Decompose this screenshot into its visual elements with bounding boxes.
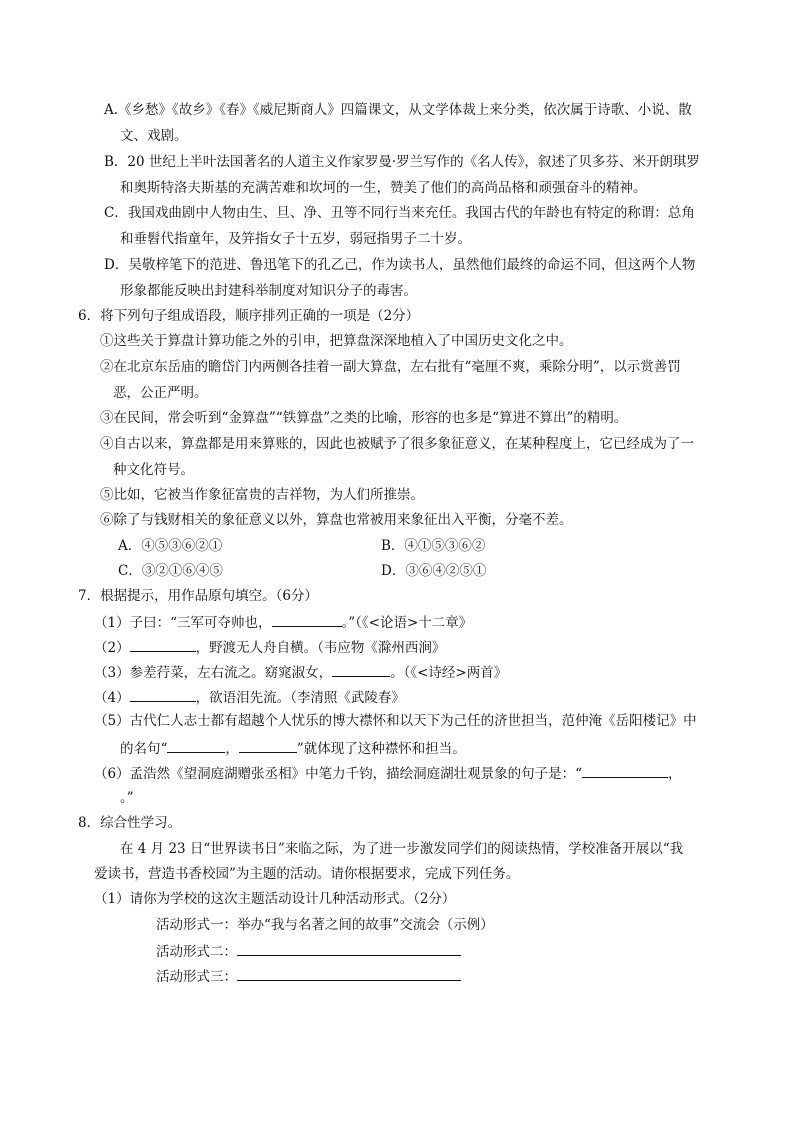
q6-option-b: B．④①⑤③⑥② [381, 538, 486, 554]
q7-item-1-suffix: 。”（《<论语>十二章》 [341, 615, 473, 631]
q8-paragraph-line2: 爱读书，营造书香校园”为主题的活动。请你根据要求，完成下列任务。 [94, 866, 520, 882]
q7-item-6-line1 [94, 763, 682, 783]
q7-item-3-suffix: 。（《<诗经>两首》 [390, 665, 508, 681]
q5-option-a-line2: 文、戏剧。 [120, 128, 188, 144]
q7-item-1-prefix: （1）子曰：“三军可夺帅也， [94, 615, 272, 631]
q5-option-c-line2: 和垂髫代指童年，及笄指女子十五岁，弱冠指男子二十岁。 [120, 231, 471, 247]
q7-item-2-prefix: （2） [94, 640, 130, 656]
q8-paragraph-line1: 在 4 月 23 日“世界读书日”来临之际，为了进一步激发同学们的阅读热情，学校准备开展以“我 [120, 841, 684, 857]
q7-item-6-line2: 。” [120, 790, 134, 806]
q7-item-3 [94, 662, 507, 682]
answer-blank[interactable] [167, 738, 225, 753]
q6-sentence-5: ⑤比如，它被当作象征富贵的吉祥物，为人们所推崇。 [100, 487, 424, 503]
q6-sentence-6: ⑥除了与钱财相关的象征意义以外，算盘也常被用来象征出入平衡，分毫不差。 [100, 512, 573, 528]
answer-blank[interactable] [237, 941, 461, 956]
q8-task-1: （1）请你为学校的这次主题活动设计几种活动形式。（2分） [94, 891, 456, 907]
answer-blank[interactable] [332, 662, 390, 677]
q8-activity-form-3 [156, 966, 461, 986]
q7-item-6-prefix: （6）孟浩然《望洞庭湖赠张丞相》中笔力千钧，描绘洞庭湖壮观景象的句子是：“ [94, 766, 582, 782]
q7-item-1 [94, 612, 472, 632]
answer-blank[interactable] [239, 738, 297, 753]
q5-option-b-line1: B．20 世纪上半叶法国著名的人道主义作家罗曼·罗兰写作的《名人传》，叙述了贝多芬、米开朗琪罗 [104, 154, 700, 170]
answer-blank[interactable] [130, 637, 196, 652]
q6-sentence-1: ①这些关于算盘计算功能之外的引申，把算盘深深地植入了中国历史文化之中。 [100, 333, 573, 349]
q8-activity-form-1: 活动形式一：举办“我与名著之间的故事”交流会（示例） [156, 917, 494, 933]
q7-item-3-prefix: （3）参差荇菜，左右流之。窈窕淑女， [94, 665, 333, 681]
q7-item-2 [94, 637, 445, 657]
q8-activity-form-3-label: 活动形式三： [156, 969, 237, 985]
q5-option-d-line2: 形象都能反映出封建科举制度对知识分子的毒害。 [120, 283, 417, 299]
q6-stem: 6．将下列句子组成语段，顺序排列正确的一项是（2分） [78, 308, 420, 324]
q7-item-2-suffix: ，野渡无人舟自横。（韦应物《滁州西涧》 [195, 640, 446, 656]
q7-item-5-comma: ， [225, 741, 239, 757]
q6-sentence-4-line2: 种文化符号。 [113, 462, 194, 478]
q5-option-b-line2: 和奥斯特洛夫斯基的充满苦难和坎坷的一生，赞美了他们的高尚品格和顽强奋斗的精神。 [120, 180, 647, 196]
q7-item-4 [94, 687, 405, 707]
answer-blank[interactable] [237, 966, 461, 981]
q6-sentence-2-line2: 恶，公正严明。 [113, 385, 208, 401]
answer-blank[interactable] [582, 763, 668, 778]
answer-blank[interactable] [130, 687, 196, 702]
q6-sentence-2-line1: ②在北京东岳庙的瞻岱门内两侧各挂着一副大算盘，左右批有“毫厘不爽，乘除分明”，以示赏善罚 [100, 359, 681, 375]
q6-sentence-3: ③在民间，常会听到“金算盘”“铁算盘”之类的比喻，形容的也多是“算进不算出”的精明。 [100, 410, 628, 426]
q5-option-a-line1: A.《乡愁》《故乡》《春》《威尼斯商人》四篇课文，从文学体裁上来分类，依次属于诗歌、小说、散 [104, 102, 692, 118]
q5-option-c-line1: C．我国戏曲剧中人物由生、旦、净、丑等不同行当来充任。我国古代的年龄也有特定的称谓：总角 [104, 205, 695, 221]
q5-option-d-line1: D．吴敬梓笔下的范进、鲁迅笔下的孔乙己，作为读书人，虽然他们最终的命运不同，但这两个人物 [104, 257, 696, 273]
q6-sentence-4-line1: ④自古以来，算盘都是用来算账的，因此也被赋予了很多象征意义，在某种程度上，它已经成为了一 [100, 436, 694, 452]
q7-item-5-suffix: ”就体现了这种襟怀和担当。 [296, 741, 466, 757]
q6-option-d: D．③⑥④②⑤① [381, 563, 487, 579]
q7-item-5-line2 [120, 738, 466, 758]
q8-activity-form-2 [156, 941, 461, 961]
q6-option-c: C．③②①⑥④⑤ [118, 563, 223, 579]
q7-item-5-line1: （5）古代仁人志士都有超越个人忧乐的博大襟怀和以天下为己任的济世担当，范仲淹《岳阳楼记》中 [94, 713, 697, 729]
q8-stem: 8．综合性学习。 [78, 815, 182, 831]
q8-activity-form-2-label: 活动形式二： [156, 944, 237, 960]
q7-stem: 7．根据提示，用作品原句填空。（6分） [78, 588, 318, 604]
q6-option-a: A．④⑤③⑥②① [118, 538, 223, 554]
q7-item-5-prefix: 的名句“ [120, 741, 168, 757]
answer-blank[interactable] [272, 612, 342, 627]
q7-item-4-suffix: ，欲语泪先流。（李清照《武陵春》 [195, 690, 405, 706]
q7-item-4-prefix: （4） [94, 690, 130, 706]
q7-item-6-comma: ， [668, 766, 682, 782]
